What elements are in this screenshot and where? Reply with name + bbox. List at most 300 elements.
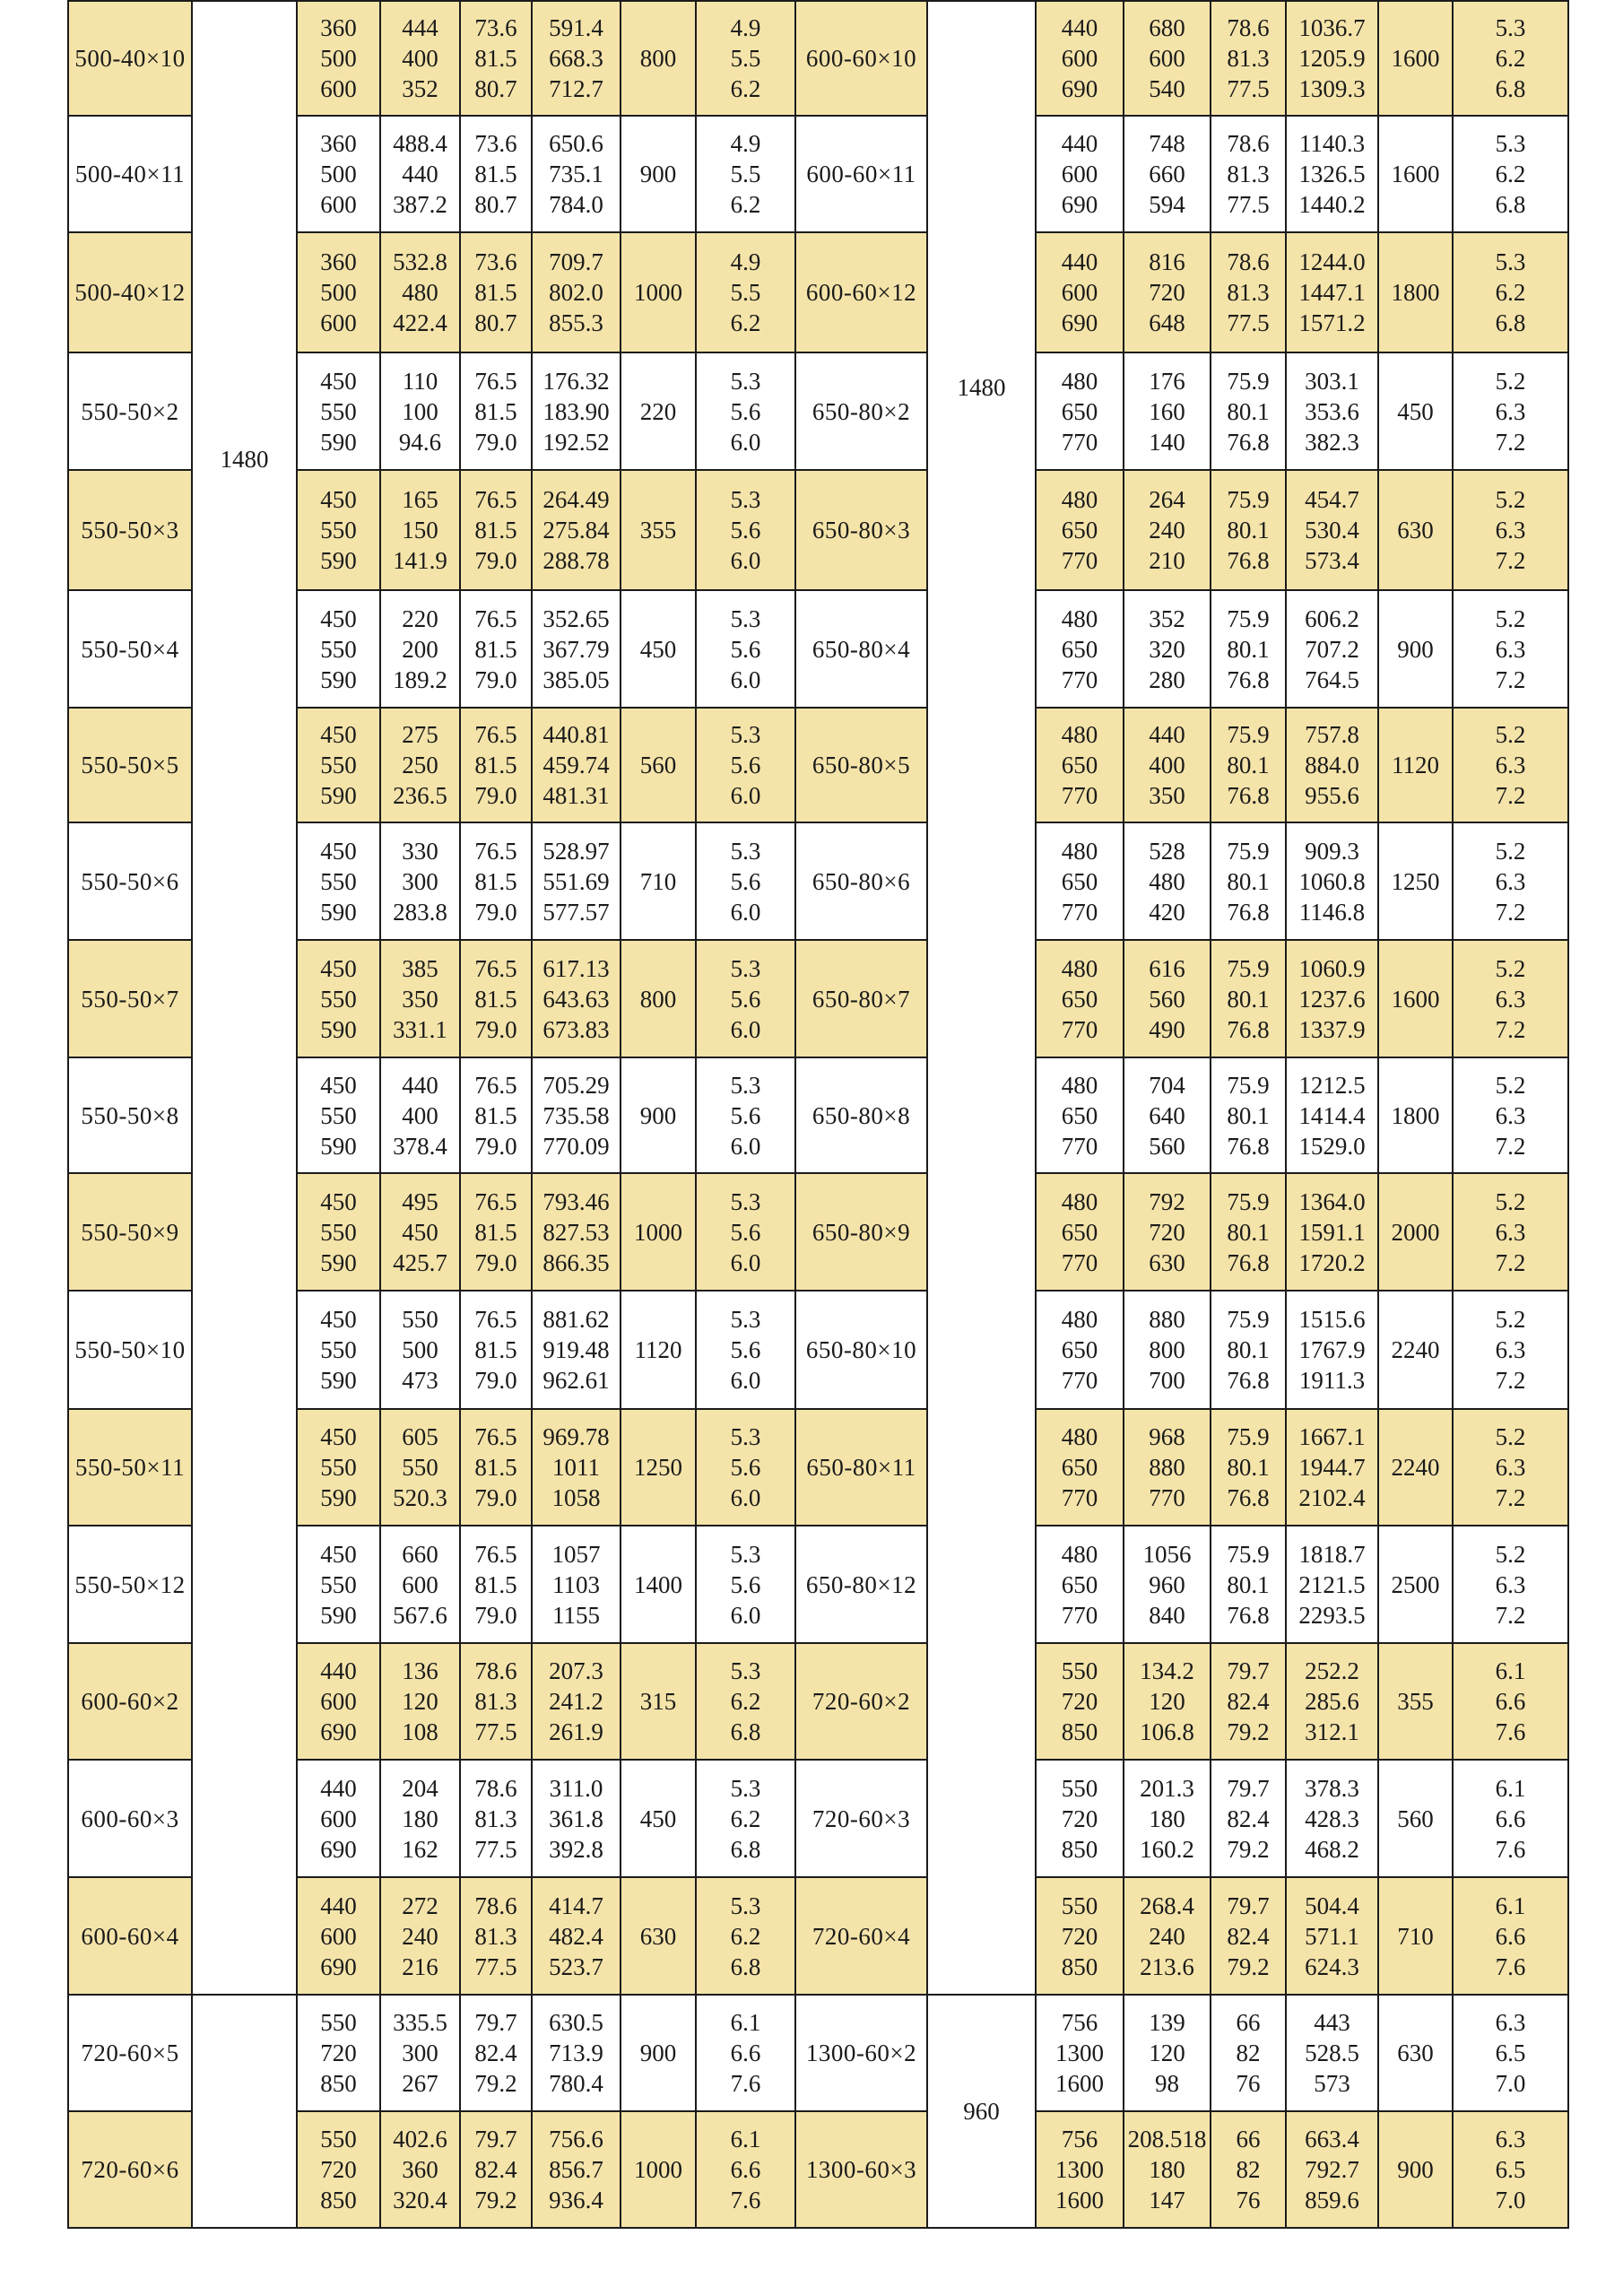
cell-value: 1036.7 (1298, 14, 1366, 41)
cell-value: 577.57 (542, 898, 610, 926)
cell-value: 630 (1397, 2039, 1434, 2066)
cell-value: 81.5 (474, 1101, 517, 1129)
cell-value: 7.2 (1495, 547, 1526, 574)
power-cell (1378, 708, 1453, 822)
cell-value: 770 (1061, 665, 1098, 693)
cell-value: 400 (1149, 752, 1185, 778)
cell-value: 756.6 (549, 2126, 603, 2152)
data-cell (696, 1760, 795, 1877)
cell-value: 713.9 (549, 2039, 603, 2066)
cell-value: 75.9 (1227, 367, 1270, 395)
cell-value: 4.9 (730, 130, 761, 157)
cell-value: 75.9 (1227, 721, 1270, 748)
data-cell (380, 1173, 460, 1291)
model-cell (795, 116, 927, 232)
cell-value: 80.7 (474, 191, 517, 218)
cell-value: 7.2 (1495, 1248, 1526, 1276)
data-cell (297, 1, 380, 116)
cell-value: 134.2 (1140, 1657, 1194, 1684)
cell-value: 550 (320, 1454, 357, 1481)
data-cell (696, 1173, 795, 1291)
cell-value: 690 (1061, 75, 1098, 102)
cell-value: 440 (320, 1892, 357, 1919)
model-cell (68, 590, 192, 708)
model-cell (68, 822, 192, 940)
data-cell (1211, 2111, 1286, 2228)
cell-value: 560 (1149, 985, 1185, 1013)
data-cell (1036, 1643, 1124, 1760)
cell-value: 650 (1061, 985, 1098, 1013)
cell-value: 6.1 (1495, 1657, 1526, 1684)
power-cell (621, 1291, 696, 1409)
cell-value: 600-60×10 (805, 45, 917, 72)
cell-value: 79.7 (474, 2009, 517, 2036)
cell-value: 6.2 (1495, 161, 1526, 187)
cell-value: 770.09 (542, 1132, 610, 1160)
cell-value: 968 (1149, 1423, 1185, 1450)
data-cell (297, 822, 380, 940)
cell-value: 617.13 (542, 954, 610, 982)
power-cell (621, 1526, 696, 1643)
cell-value: 859.6 (1305, 2187, 1359, 2213)
cell-value: 6.2 (1495, 45, 1526, 72)
cell-value: 1300 (1055, 2156, 1104, 2183)
cell-value: 660 (402, 1540, 438, 1568)
cell-value: 81.3 (1227, 279, 1270, 306)
cell-value: 650-80×5 (812, 752, 911, 778)
data-cell (1036, 470, 1124, 590)
cell-value: 900 (639, 1101, 677, 1129)
data-cell (696, 352, 795, 470)
data-cell (380, 590, 460, 708)
cell-value: 6.3 (1495, 867, 1526, 895)
data-cell (460, 1643, 532, 1760)
cell-value: 5.2 (1495, 1540, 1526, 1568)
data-cell (460, 232, 532, 352)
cell-value: 6.8 (730, 1952, 761, 1980)
cell-value: 528.5 (1305, 2039, 1359, 2066)
data-cell (460, 1173, 532, 1291)
data-cell (1124, 1173, 1211, 1291)
cell-value: 264.49 (542, 486, 610, 513)
cell-value: 6.3 (1495, 1218, 1526, 1246)
cell-value: 648 (1149, 309, 1185, 336)
cell-value: 250 (402, 752, 438, 778)
data-cell (1286, 940, 1378, 1057)
cell-value: 6.3 (1495, 1336, 1526, 1363)
data-cell (1036, 2111, 1124, 2228)
cell-value: 440 (1061, 248, 1098, 275)
data-cell (460, 116, 532, 232)
cell-value: 590 (320, 1248, 357, 1276)
cell-value: 6.5 (1495, 2156, 1526, 2183)
data-cell (696, 822, 795, 940)
cell-value: 550 (402, 1306, 438, 1333)
cell-value: 5.6 (730, 635, 761, 663)
cell-value: 550 (1061, 1892, 1098, 1919)
cell-value: 76.5 (474, 1306, 517, 1333)
cell-value: 315 (639, 1688, 677, 1715)
model-cell (795, 940, 927, 1057)
data-cell (1286, 590, 1378, 708)
cell-value: 500 (320, 161, 357, 187)
cell-value: 450 (320, 1306, 357, 1333)
cell-value: 880 (1149, 1306, 1185, 1333)
cell-value: 550-50×2 (81, 397, 179, 425)
cell-value: 673.83 (542, 1015, 610, 1043)
cell-value: 550 (320, 517, 357, 544)
cell-value: 6.0 (730, 1132, 761, 1160)
cell-value: 76 (1236, 2070, 1261, 2097)
data-cell (1453, 1291, 1568, 1409)
cell-value: 480 (1061, 486, 1098, 513)
cell-value: 81.5 (474, 517, 517, 544)
cell-value: 440 (402, 161, 438, 187)
data-cell (380, 1995, 460, 2111)
cell-value: 720-60×4 (812, 1922, 911, 1950)
model-cell (795, 1409, 927, 1526)
cell-value: 5.2 (1495, 367, 1526, 395)
cell-value: 361.8 (549, 1805, 603, 1832)
cell-value: 560 (639, 752, 677, 778)
cell-value: 1337.9 (1298, 1015, 1366, 1043)
cell-value: 81.3 (474, 1805, 517, 1832)
data-cell (1286, 116, 1378, 232)
model-cell (68, 352, 192, 470)
cell-value: 720-60×3 (812, 1805, 911, 1832)
cell-value: 5.3 (1495, 130, 1526, 157)
cell-value: 590 (320, 1367, 357, 1394)
cell-value: 7.2 (1495, 1484, 1526, 1511)
data-cell (297, 1526, 380, 1643)
cell-value: 1000 (634, 1218, 682, 1246)
cell-value: 77.5 (1227, 75, 1270, 102)
data-cell (532, 470, 621, 590)
cell-value: 80.1 (1227, 1336, 1270, 1363)
cell-value: 82.4 (474, 2039, 517, 2066)
cell-value: 1767.9 (1298, 1336, 1366, 1363)
cell-value: 2102.4 (1298, 1484, 1366, 1511)
cell-value: 75.9 (1227, 1187, 1270, 1215)
cell-value: 1600 (1391, 985, 1440, 1013)
cell-value: 311.0 (549, 1774, 603, 1802)
cell-value: 81.3 (474, 1688, 517, 1715)
cell-value: 770 (1061, 1367, 1098, 1394)
cell-value: 81.3 (1227, 45, 1270, 72)
cell-value: 600-60×11 (806, 161, 916, 187)
cell-value: 180 (1149, 1805, 1185, 1832)
data-cell (297, 1995, 380, 2111)
cell-value: 1140.3 (1298, 130, 1366, 157)
cell-value: 600 (1149, 45, 1185, 72)
power-cell (621, 1995, 696, 2111)
cell-value: 78.6 (1227, 14, 1270, 41)
power-cell (621, 352, 696, 470)
cell-value: 1480 (957, 374, 1006, 401)
cell-value: 5.2 (1495, 954, 1526, 982)
data-cell (297, 470, 380, 590)
cell-value: 600 (320, 191, 357, 218)
cell-value: 350 (402, 985, 438, 1013)
cell-value: 480 (1061, 837, 1098, 865)
cell-value: 5.3 (730, 1540, 761, 1568)
data-cell (297, 1877, 380, 1995)
data-cell (460, 1760, 532, 1877)
cell-value: 6.6 (1495, 1922, 1526, 1950)
cell-value: 331.1 (393, 1015, 447, 1043)
cell-value: 6.3 (1495, 1454, 1526, 1481)
data-cell (460, 1409, 532, 1526)
cell-value: 850 (1061, 1835, 1098, 1863)
cell-value: 6.8 (1495, 309, 1526, 336)
cell-value: 663.4 (1305, 2126, 1359, 2152)
data-cell (1286, 1409, 1378, 1526)
cell-value: 320.4 (393, 2187, 447, 2213)
cell-value: 66 (1236, 2009, 1261, 2036)
power-cell (1378, 116, 1453, 232)
cell-value: 560 (1149, 1132, 1185, 1160)
cell-value: 120 (1149, 2039, 1185, 2066)
model-cell (795, 708, 927, 822)
data-cell (460, 1, 532, 116)
cell-value: 7.6 (730, 2187, 761, 2213)
cell-value: 261.9 (549, 1718, 603, 1745)
model-cell (68, 1995, 192, 2111)
data-cell (1453, 2111, 1568, 2228)
cell-value: 720 (320, 2039, 357, 2066)
cell-value: 76.8 (1227, 1484, 1270, 1511)
data-cell (297, 1409, 380, 1526)
cell-value: 827.53 (542, 1218, 610, 1246)
cell-value: 75.9 (1227, 1071, 1270, 1099)
cell-value: 1120 (634, 1336, 682, 1363)
cell-value: 183.90 (542, 397, 610, 425)
cell-value: 650 (1061, 1570, 1098, 1598)
cell-value: 440 (320, 1774, 357, 1802)
data-cell (380, 470, 460, 590)
data-cell (297, 1643, 380, 1760)
cell-value: 300 (402, 2039, 438, 2066)
speed-merged-cell (927, 1, 1036, 1995)
power-cell (621, 470, 696, 590)
cell-value: 400 (402, 45, 438, 72)
cell-value: 81.5 (474, 985, 517, 1013)
cell-value: 550 (320, 1336, 357, 1363)
cell-value: 5.3 (730, 954, 761, 982)
cell-value: 1326.5 (1298, 161, 1366, 187)
cell-value: 450 (320, 367, 357, 395)
power-cell (1378, 1877, 1453, 1995)
cell-value: 7.2 (1495, 898, 1526, 926)
cell-value: 76.5 (474, 1540, 517, 1568)
cell-value: 6.3 (1495, 1101, 1526, 1129)
data-cell (1036, 940, 1124, 1057)
cell-value: 100 (402, 397, 438, 425)
model-cell (795, 1995, 927, 2111)
cell-value: 5.3 (730, 1187, 761, 1215)
cell-value: 4.9 (730, 248, 761, 275)
cell-value: 690 (1061, 191, 1098, 218)
cell-value: 720-60×6 (81, 2156, 179, 2183)
cell-value: 110 (402, 367, 438, 395)
cell-value: 528.97 (542, 837, 610, 865)
cell-value: 881.62 (542, 1306, 610, 1333)
data-cell (1286, 1526, 1378, 1643)
cell-value: 220 (639, 397, 677, 425)
cell-value: 120 (1149, 1688, 1185, 1715)
cell-value: 748 (1149, 130, 1185, 157)
power-cell (1378, 352, 1453, 470)
cell-value: 650-80×8 (812, 1101, 911, 1129)
cell-value: 770 (1149, 1484, 1185, 1511)
data-cell (1211, 470, 1286, 590)
cell-value: 82.4 (1227, 1805, 1270, 1832)
cell-value: 5.2 (1495, 721, 1526, 748)
cell-value: 600 (320, 1805, 357, 1832)
table-row (68, 1995, 1568, 2111)
data-cell (1286, 1760, 1378, 1877)
cell-value: 79.7 (1227, 1892, 1270, 1919)
cell-value: 1944.7 (1298, 1454, 1366, 1481)
cell-value: 5.6 (730, 867, 761, 895)
cell-value: 6.0 (730, 1015, 761, 1043)
cell-value: 550-50×10 (74, 1336, 186, 1363)
data-cell (1036, 822, 1124, 940)
data-cell (696, 1877, 795, 1995)
cell-value: 530.4 (1305, 517, 1359, 544)
cell-value: 6.6 (1495, 1805, 1526, 1832)
cell-value: 443 (1314, 2009, 1350, 2036)
data-cell (1036, 1526, 1124, 1643)
cell-value: 78.6 (1227, 248, 1270, 275)
cell-value: 770 (1061, 782, 1098, 809)
cell-value: 76.8 (1227, 782, 1270, 809)
cell-value: 81.5 (474, 867, 517, 895)
cell-value: 1205.9 (1298, 45, 1366, 72)
cell-value: 720 (1061, 1805, 1098, 1832)
cell-value: 6.5 (1495, 2039, 1526, 2066)
data-cell (696, 2111, 795, 2228)
cell-value: 208.518 (1127, 2126, 1207, 2152)
cell-value: 80.1 (1227, 1218, 1270, 1246)
cell-value: 480 (1061, 604, 1098, 632)
cell-value: 176.32 (542, 367, 610, 395)
cell-value: 150 (402, 517, 438, 544)
cell-value: 770 (1061, 898, 1098, 926)
cell-value: 75.9 (1227, 486, 1270, 513)
cell-value: 73.6 (474, 248, 517, 275)
cell-value: 1571.2 (1298, 309, 1366, 336)
cell-value: 960 (1149, 1570, 1185, 1598)
cell-value: 81.5 (474, 161, 517, 187)
cell-value: 283.8 (393, 898, 447, 926)
cell-value: 450 (320, 1540, 357, 1568)
cell-value: 264 (1149, 486, 1185, 513)
cell-value: 7.0 (1495, 2187, 1526, 2213)
data-cell (1286, 1173, 1378, 1291)
cell-value: 6.2 (730, 1922, 761, 1950)
cell-value: 76 (1236, 2187, 1261, 2213)
cell-value: 210 (1149, 547, 1185, 574)
cell-value: 275 (402, 721, 438, 748)
data-cell (380, 1057, 460, 1173)
model-cell (795, 2111, 927, 2228)
model-cell (68, 1526, 192, 1643)
data-cell (460, 1877, 532, 1995)
cell-value: 428.3 (1305, 1805, 1359, 1832)
cell-value: 275.84 (542, 517, 610, 544)
cell-value: 272 (402, 1892, 438, 1919)
cell-value: 79.0 (474, 665, 517, 693)
data-cell (1286, 470, 1378, 590)
cell-value: 550 (320, 1218, 357, 1246)
data-cell (297, 116, 380, 232)
cell-value: 1056 (1142, 1540, 1192, 1568)
cell-value: 5.3 (730, 1892, 761, 1919)
data-cell (1124, 1291, 1211, 1409)
cell-value: 7.2 (1495, 428, 1526, 456)
power-cell (621, 1877, 696, 1995)
cell-value: 160 (1149, 397, 1185, 425)
data-cell (1124, 822, 1211, 940)
cell-value: 79.0 (474, 782, 517, 809)
data-cell (1124, 2111, 1211, 2228)
cell-value: 5.5 (730, 279, 761, 306)
model-cell (795, 470, 927, 590)
cell-value: 1447.1 (1298, 279, 1366, 306)
cell-value: 5.3 (730, 837, 761, 865)
power-cell (1378, 1291, 1453, 1409)
cell-value: 6.6 (730, 2156, 761, 2183)
cell-value: 76.5 (474, 1423, 517, 1450)
power-cell (621, 1643, 696, 1760)
cell-value: 520.3 (393, 1484, 447, 1511)
cell-value: 590 (320, 428, 357, 456)
cell-value: 6.3 (1495, 517, 1526, 544)
cell-value: 6.2 (730, 1805, 761, 1832)
cell-value: 6.3 (1495, 752, 1526, 778)
cell-value: 650-80×6 (812, 867, 911, 895)
data-cell (1453, 1995, 1568, 2111)
cell-value: 450 (1397, 397, 1434, 425)
cell-value: 6.2 (730, 1688, 761, 1715)
cell-value: 1212.5 (1298, 1071, 1366, 1099)
cell-value: 378.3 (1305, 1774, 1359, 1802)
cell-value: 6.0 (730, 547, 761, 574)
cell-value: 1818.7 (1298, 1540, 1366, 1568)
cell-value: 80.1 (1227, 1101, 1270, 1129)
data-cell (1211, 590, 1286, 708)
cell-value: 79.0 (474, 1015, 517, 1043)
model-cell (68, 708, 192, 822)
cell-value: 850 (1061, 1952, 1098, 1980)
cell-value: 962.61 (542, 1367, 610, 1394)
data-cell (1211, 1760, 1286, 1877)
data-cell (696, 1, 795, 116)
cell-value: 720-60×5 (81, 2039, 179, 2066)
cell-value: 350 (1149, 782, 1185, 809)
cell-value: 6.1 (1495, 1892, 1526, 1919)
cell-value: 440 (320, 1657, 357, 1684)
data-cell (1286, 352, 1378, 470)
cell-value: 450 (320, 486, 357, 513)
cell-value: 303.1 (1305, 367, 1359, 395)
cell-value: 312.1 (1305, 1718, 1359, 1745)
cell-value: 850 (1061, 1718, 1098, 1745)
data-cell (1124, 1995, 1211, 2111)
cell-value: 5.6 (730, 1336, 761, 1363)
data-cell (696, 232, 795, 352)
